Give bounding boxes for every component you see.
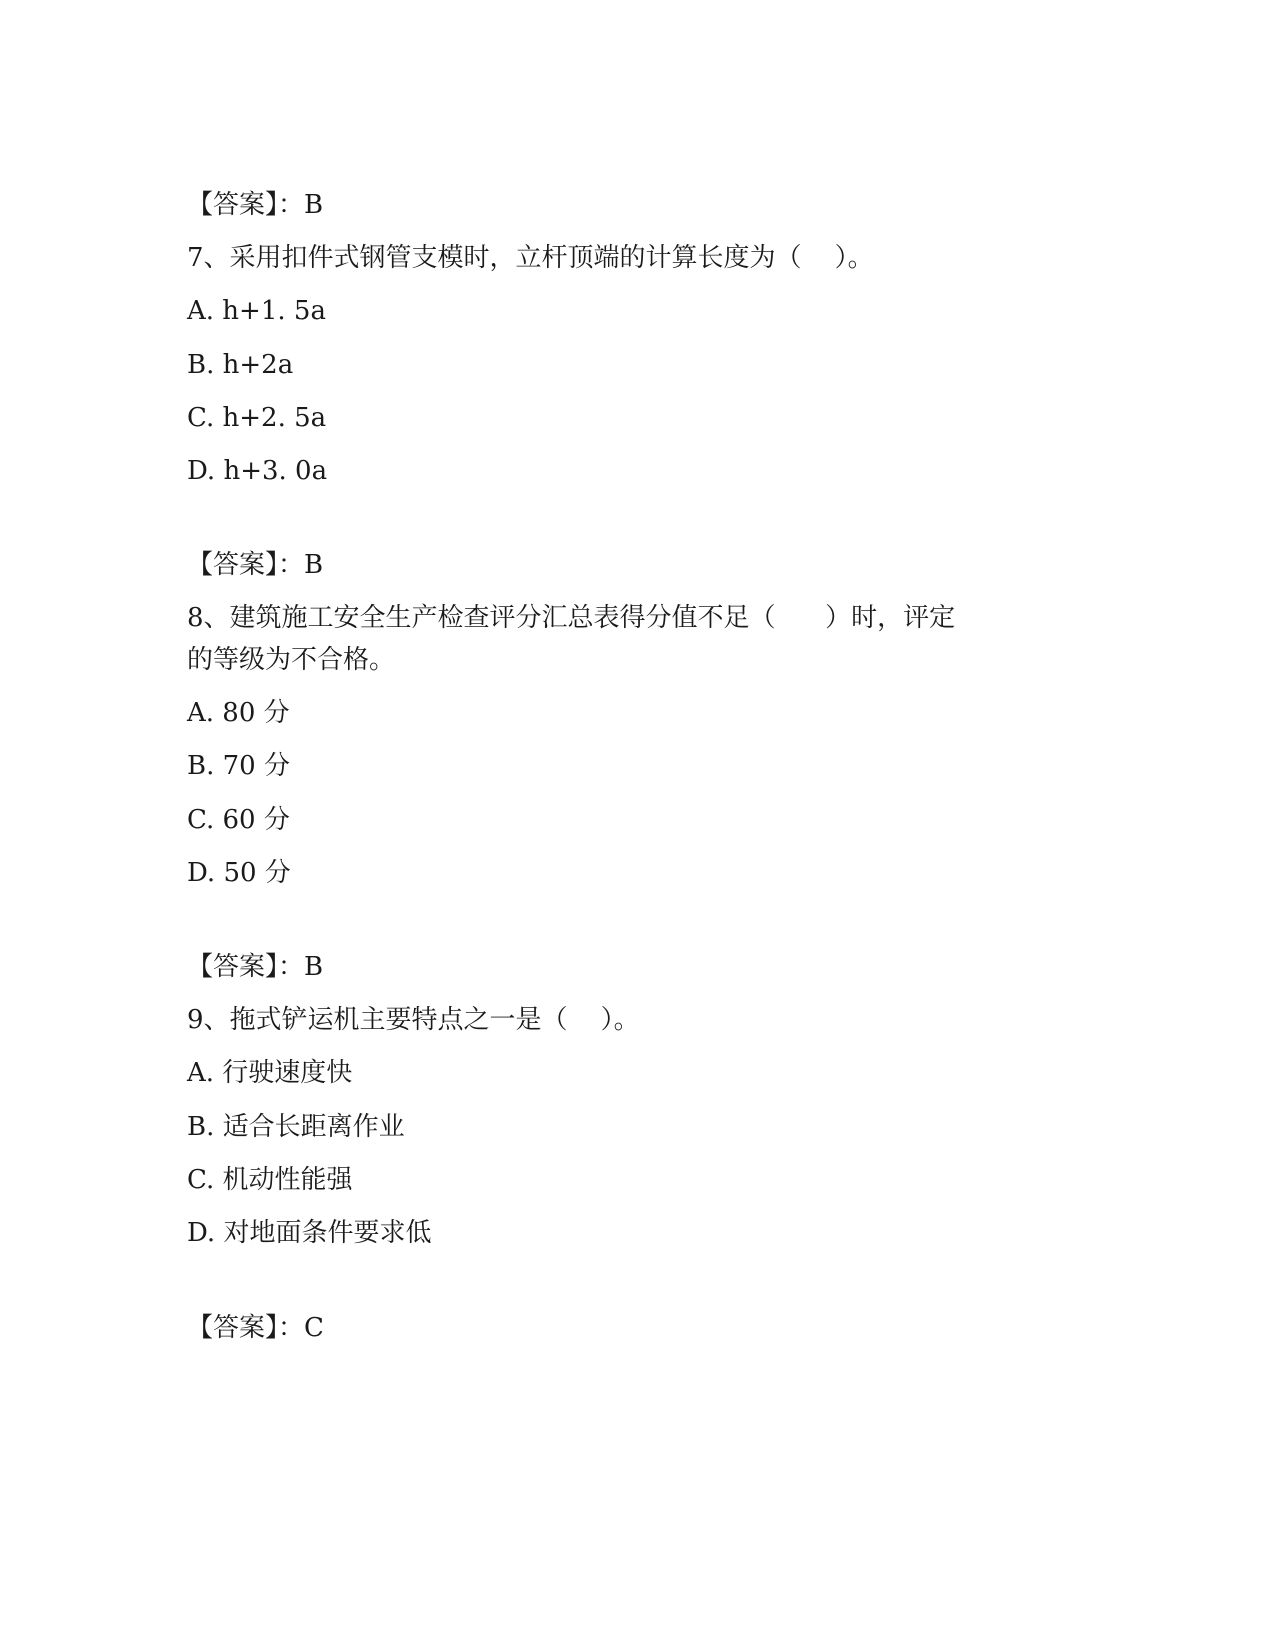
option-c: C. h+2. 5a bbox=[187, 403, 327, 433]
question-stem: 7、采用扣件式钢管支模时，立杆顶端的计算长度为（ ）。 bbox=[187, 243, 874, 273]
option-c: C. 60 分 bbox=[187, 805, 290, 835]
option-a: A. 80 分 bbox=[187, 698, 290, 728]
option-d: D. h+3. 0a bbox=[187, 456, 328, 486]
answer-8: 【答案】：B bbox=[187, 952, 324, 982]
question-stem: 9、拖式铲运机主要特点之一是（ ）。 bbox=[187, 1005, 640, 1035]
answer-6: 【答案】：B bbox=[187, 190, 324, 220]
question-stem-continued: 的等级为不合格。 bbox=[187, 645, 396, 675]
option-d: D. 50 分 bbox=[187, 858, 291, 888]
option-a: A. h+1. 5a bbox=[187, 296, 326, 326]
option-d: D. 对地面条件要求低 bbox=[187, 1218, 432, 1248]
answer-9: 【答案】：C bbox=[187, 1313, 324, 1343]
option-b: B. h+2a bbox=[187, 350, 294, 380]
option-c: C. 机动性能强 bbox=[187, 1165, 353, 1195]
answer-7: 【答案】：B bbox=[187, 550, 324, 580]
option-b: B. 70 分 bbox=[187, 751, 290, 781]
question-stem: 8、建筑施工安全生产检查评分汇总表得分值不足（ ）时，评定 bbox=[187, 603, 956, 633]
option-a: A. 行驶速度快 bbox=[187, 1058, 353, 1088]
option-b: B. 适合长距离作业 bbox=[187, 1112, 405, 1142]
